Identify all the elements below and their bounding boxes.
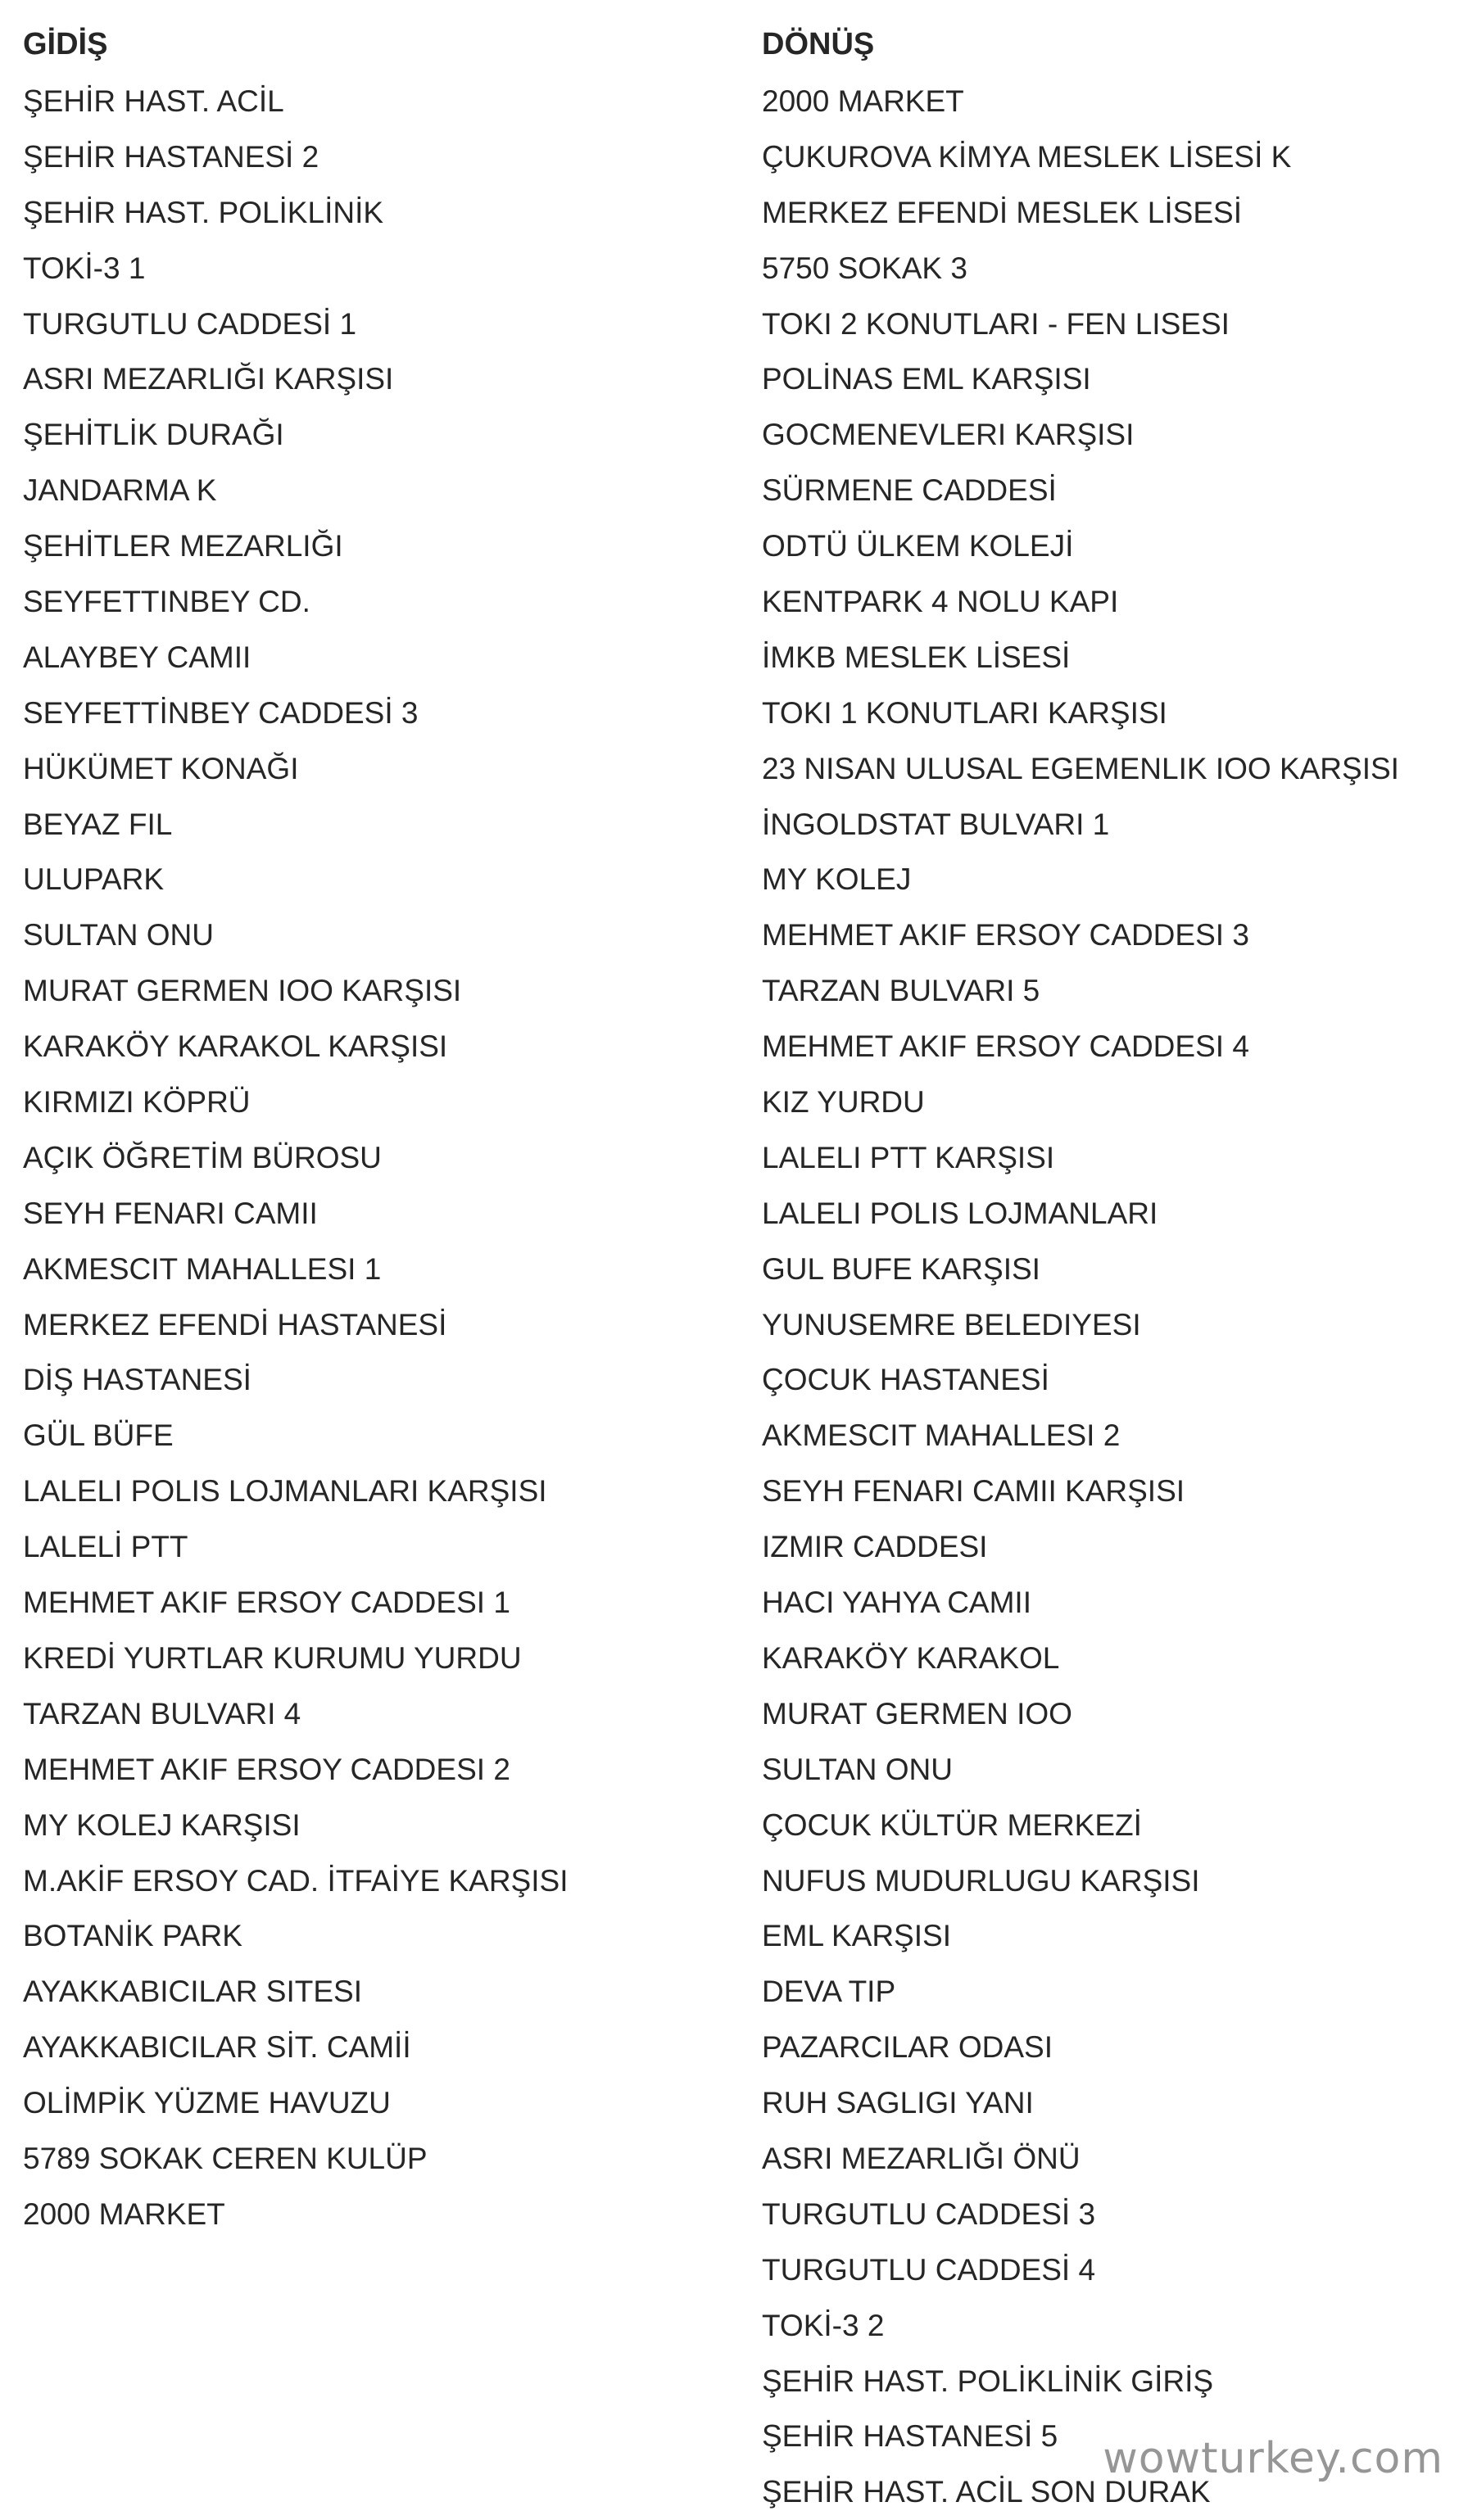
return-stop-item: HACI YAHYA CAMII xyxy=(762,1586,1031,1620)
departure-stop-item: BEYAZ FIL xyxy=(23,807,173,841)
departure-stop-item: LALELİ PTT xyxy=(23,1530,188,1564)
return-stop-item: İMKB MESLEK LİSESİ xyxy=(762,640,1071,674)
return-stop-item: DEVA TIP xyxy=(762,1975,896,2009)
return-stop-item: GUL BUFE KARŞISI xyxy=(762,1251,1040,1286)
return-stop-item: MY KOLEJ xyxy=(762,862,912,897)
return-stop-item: RUH SAGLIGI YANI xyxy=(762,2086,1034,2120)
return-stop-item: SEYH FENARI CAMII KARŞISI xyxy=(762,1474,1185,1509)
return-stop-item: EML KARŞISI xyxy=(762,1919,951,1953)
return-stop-item: SULTAN ONU xyxy=(762,1752,953,1786)
return-stop-item: TURGUTLU CADDESİ 4 xyxy=(762,2252,1096,2287)
departure-stop-item: ALAYBEY CAMII xyxy=(23,640,251,674)
departure-stop-item: ŞEHİTLİK DURAĞI xyxy=(23,418,284,452)
departure-stop-item: ASRI MEZARLIĞI KARŞISI xyxy=(23,362,394,396)
return-stop-item: ÇUKUROVA KİMYA MESLEK LİSESİ K xyxy=(762,139,1292,174)
departure-column xyxy=(23,16,744,2242)
departure-stop-item: ŞEHİR HAST. POLİKLİNİK xyxy=(23,195,384,229)
return-stop-item: TARZAN BULVARI 5 xyxy=(762,974,1040,1008)
return-stop-item: KIZ YURDU xyxy=(762,1085,925,1120)
departure-stop-item: MERKEZ EFENDİ HASTANESİ xyxy=(23,1307,447,1341)
departure-stop-item: 5789 SOKAK CEREN KULÜP xyxy=(23,2141,428,2175)
return-stop-item: 2000 MARKET xyxy=(762,84,964,118)
return-stop-item: SÜRMENE CADDESİ xyxy=(762,473,1057,508)
departure-stop-item: KARAKÖY KARAKOL KARŞISI xyxy=(23,1029,448,1064)
departure-stop-item: M.AKİF ERSOY CAD. İTFAİYE KARŞISI xyxy=(23,1863,569,1898)
return-stop-item: LALELI POLIS LOJMANLARI xyxy=(762,1196,1158,1230)
departure-stop-item: AKMESCIT MAHALLESI 1 xyxy=(23,1251,382,1286)
watermark: wowturkey.com xyxy=(1103,2434,1443,2483)
return-stop-item: ŞEHİR HAST. POLİKLİNİK GİRİŞ xyxy=(762,2364,1214,2398)
departure-stop-item: JANDARMA K xyxy=(23,473,217,508)
return-stop-item: ODTÜ ÜLKEM KOLEJİ xyxy=(762,529,1074,563)
return-stop-item: TOKI 2 KONUTLARI - FEN LISESI xyxy=(762,306,1230,341)
departure-stop-item: BOTANİK PARK xyxy=(23,1919,242,1953)
departure-stop-item: ŞEHİR HAST. ACİL xyxy=(23,84,284,118)
return-stop-item: NUFUS MUDURLUGU KARŞISI xyxy=(762,1863,1200,1898)
return-stop-item: ASRI MEZARLIĞI ÖNÜ xyxy=(762,2141,1081,2175)
return-stop-item: 5750 SOKAK 3 xyxy=(762,251,967,285)
return-stop-item: MEHMET AKIF ERSOY CADDESI 3 xyxy=(762,918,1249,952)
departure-stop-item: SEYFETTINBEY CD. xyxy=(23,585,310,619)
departure-stop-list xyxy=(23,74,744,2242)
departure-stop-item: ULUPARK xyxy=(23,862,165,897)
departure-stop-item: AYAKKABICILAR SİT. CAMİİ xyxy=(23,2030,411,2065)
return-stop-item: ÇOCUK HASTANESİ xyxy=(762,1363,1049,1397)
return-stop-item: LALELI PTT KARŞISI xyxy=(762,1140,1055,1174)
departure-stop-item: LALELI POLIS LOJMANLARI KARŞISI xyxy=(23,1474,547,1509)
return-stop-item: 23 NISAN ULUSAL EGEMENLIK IOO KARŞISI xyxy=(762,751,1399,785)
departure-stop-item: ŞEHİTLER MEZARLIĞI xyxy=(23,529,343,563)
departure-stop-item: MEHMET AKIF ERSOY CADDESI 2 xyxy=(23,1752,510,1786)
return-column xyxy=(762,16,1458,2520)
departure-stop-item: KREDİ YURTLAR KURUMU YURDU xyxy=(23,1640,522,1675)
departure-stop-item: MEHMET AKIF ERSOY CADDESI 1 xyxy=(23,1586,510,1620)
return-stop-item: MERKEZ EFENDİ MESLEK LİSESİ xyxy=(762,195,1242,229)
return-stop-item: YUNUSEMRE BELEDIYESI xyxy=(762,1307,1141,1341)
return-stop-item: MEHMET AKIF ERSOY CADDESI 4 xyxy=(762,1029,1249,1064)
departure-stop-item: TARZAN BULVARI 4 xyxy=(23,1696,301,1731)
return-stop-item: İNGOLDSTAT BULVARI 1 xyxy=(762,807,1110,841)
return-stop-item: ŞEHİR HASTANESİ 5 xyxy=(762,2419,1058,2454)
return-stop-item: TOKI 1 KONUTLARI KARŞISI xyxy=(762,695,1167,730)
return-stop-item: TOKİ-3 2 xyxy=(762,2308,885,2342)
return-stop-item: KARAKÖY KARAKOL xyxy=(762,1640,1060,1675)
return-stop-item: AKMESCIT MAHALLESI 2 xyxy=(762,1418,1121,1453)
departure-stop-item: AYAKKABICILAR SITESI xyxy=(23,1975,362,2009)
departure-stop-item: 2000 MARKET xyxy=(23,2197,225,2231)
departure-stop-item: TURGUTLU CADDESİ 1 xyxy=(23,306,357,341)
departure-stop-item: SEYH FENARI CAMII xyxy=(23,1196,318,1230)
departure-stop-item: KIRMIZI KÖPRÜ xyxy=(23,1085,251,1120)
departure-stop-item: MY KOLEJ KARŞISI xyxy=(23,1807,301,1842)
return-stop-item: GOCMENEVLERI KARŞISI xyxy=(762,418,1135,452)
return-stop-item: TURGUTLU CADDESİ 3 xyxy=(762,2197,1096,2231)
departure-stop-item: DİŞ HASTANESİ xyxy=(23,1363,251,1397)
departure-stop-item: SULTAN ONU xyxy=(23,918,214,952)
return-header: DÖNÜŞ xyxy=(762,27,875,61)
return-stop-item: IZMIR CADDESI xyxy=(762,1530,988,1564)
departure-stop-item: SEYFETTİNBEY CADDESİ 3 xyxy=(23,695,419,730)
return-stop-item: POLİNAS EML KARŞISI xyxy=(762,362,1091,396)
departure-header: GİDİŞ xyxy=(23,27,108,61)
return-stop-item: ŞEHİR HAST. ACİL SON DURAK xyxy=(762,2475,1211,2509)
return-stop-item: KENTPARK 4 NOLU KAPI xyxy=(762,585,1119,619)
departure-stop-item: MURAT GERMEN IOO KARŞISI xyxy=(23,974,462,1008)
departure-stop-item: AÇIK ÖĞRETİM BÜROSU xyxy=(23,1140,382,1174)
departure-stop-item: TOKİ-3 1 xyxy=(23,251,146,285)
departure-stop-item: OLİMPİK YÜZME HAVUZU xyxy=(23,2086,391,2120)
return-stop-item: MURAT GERMEN IOO xyxy=(762,1696,1072,1731)
return-stop-item: ÇOCUK KÜLTÜR MERKEZİ xyxy=(762,1807,1142,1842)
return-stop-item: PAZARCILAR ODASI xyxy=(762,2030,1053,2065)
departure-stop-item: HÜKÜMET KONAĞI xyxy=(23,751,299,785)
return-stop-list xyxy=(762,74,1458,2520)
departure-stop-item: ŞEHİR HASTANESİ 2 xyxy=(23,139,319,174)
departure-stop-item: GÜL BÜFE xyxy=(23,1418,174,1453)
